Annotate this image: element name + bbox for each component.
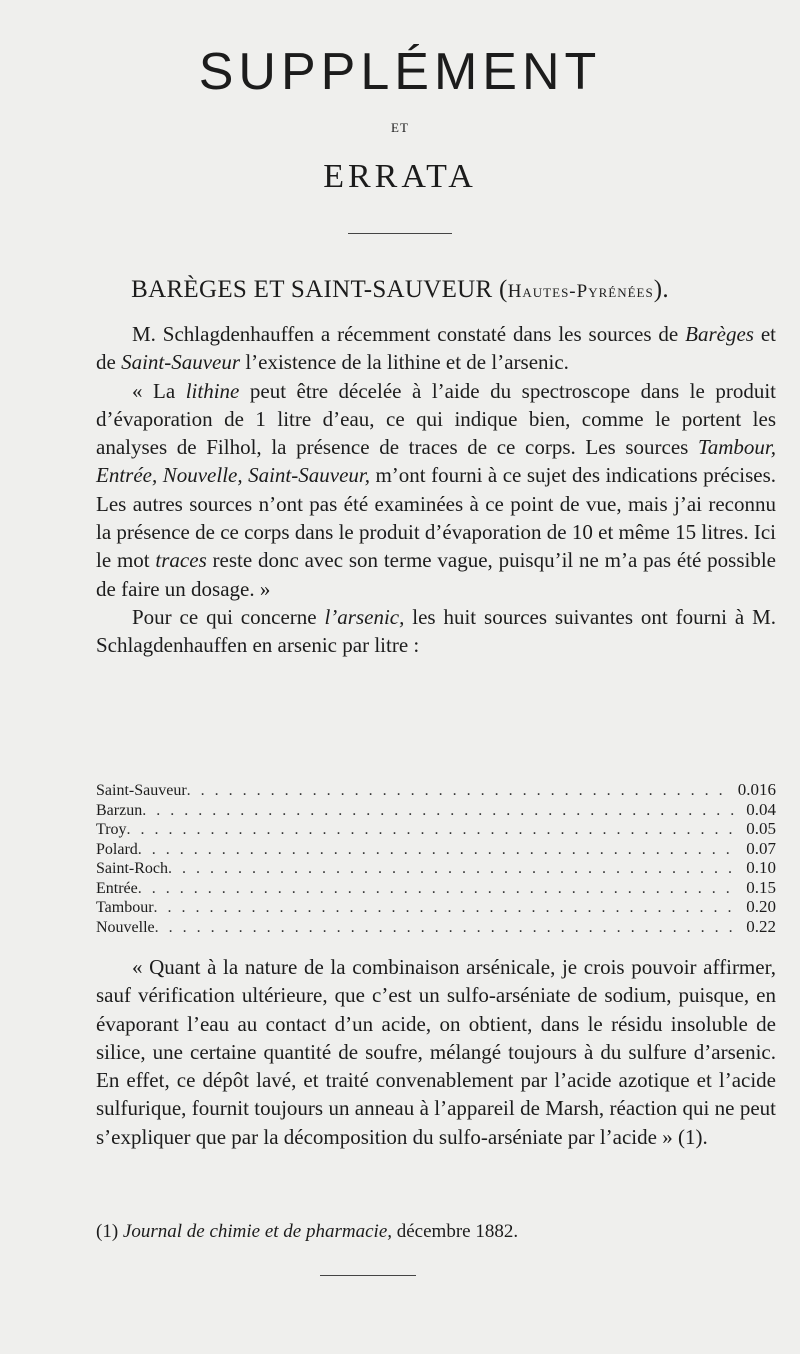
table-row	[96, 840, 776, 860]
body-text-lower	[96, 953, 776, 1151]
source-name: Troy	[96, 821, 127, 838]
footnote	[96, 1221, 776, 1243]
page-subtitle: ERRATA	[323, 158, 477, 195]
source-name: Tambour	[96, 899, 154, 916]
p1-text: M. Schlagdenhauffen a récemment constaté dans les sources de	[132, 322, 686, 346]
p3-arsenic: l’arsenic,	[324, 604, 405, 629]
paragraph-3	[96, 603, 776, 660]
arsenic-value: 0.15	[746, 878, 776, 897]
arsenic-value: 0.04	[746, 800, 776, 819]
table-row	[96, 781, 776, 801]
arsenic-value: 0.05	[746, 820, 776, 838]
table-row	[96, 918, 776, 938]
footnote-date: décembre 1882.	[392, 1221, 519, 1242]
leader-dots	[127, 821, 739, 840]
p3-text-2: les huit sources suivantes ont fourni à M. Schlagdenhauffen en arsenic par litre :	[96, 604, 776, 658]
p1-bareges: Barèges	[685, 322, 754, 346]
paragraph-1	[96, 320, 776, 377]
paragraph-2	[96, 377, 776, 603]
leader-dots	[154, 899, 739, 918]
p2-sources: Tambour, Entrée, Nouvelle, Saint-Sauveur,	[96, 435, 776, 488]
arsenic-value: 0.10	[746, 859, 776, 877]
p2-text-3: m’ont fourni à ce sujet des indications précises. Les autres sources n’ont pas été examinées à ce point de vue, mais j’ai reconnu la présence de ce corps dans le produit d’évaporation de 10 et même 15 litres. Ici le mot	[96, 463, 776, 573]
table-row	[96, 859, 776, 879]
table-row	[96, 801, 776, 821]
leader-dots	[187, 782, 730, 801]
p2-text-4: reste donc avec son terme vague, puisqu’il ne m’a pas été possible de faire un dosage. »	[96, 548, 777, 601]
leader-dots	[138, 880, 739, 899]
heading-region: Hautes-Pyrénées	[507, 281, 654, 302]
footnote-journal: Journal de chimie et de pharmacie,	[122, 1221, 392, 1242]
source-name: Barzun	[96, 801, 143, 819]
p2-traces: traces	[155, 548, 207, 573]
p1-text-2: et de	[96, 322, 776, 375]
table-row	[96, 898, 776, 918]
p2-text: « La	[132, 378, 186, 403]
p2-lithine: lithine	[185, 378, 240, 403]
paragraph-4: « Quant à la nature de la combinaison arsénicale, je crois pouvoir affirmer, sauf vérification ultérieure, que c’est un sulfo-arséniate de sodium, puisque, en évaporant l’eau au contact d’un acide, on obtient, dans le résidu insoluble de silice, une certaine quantité de soufre, mélangé toujours à du sulfure d’arsenic. En effet, ce dépôt lavé, et traité convenablement par l’acide azotique et l’acide sulfurique, fournit toujours un anneau à l’appareil de Marsh, réaction qui ne peut s’expliquer que par la décomposition du sulfo-arséniate par l’acide » (1).	[96, 955, 776, 1149]
arsenic-value: 0.016	[737, 781, 776, 799]
top-divider	[348, 233, 452, 234]
leader-dots	[138, 841, 738, 860]
p3-text: Pour ce qui concerne	[132, 604, 325, 629]
leader-dots	[168, 860, 738, 879]
source-name: Nouvelle	[96, 918, 155, 936]
heading-close: ).	[653, 276, 669, 303]
source-name: Entrée	[96, 879, 138, 897]
leader-dots	[142, 802, 738, 821]
body-text-upper	[96, 320, 776, 660]
arsenic-value: 0.07	[746, 839, 776, 858]
source-name: Polard	[96, 840, 138, 858]
heading-main: BARÈGES ET SAINT-SAUVEUR (	[131, 276, 508, 303]
section-heading	[0, 276, 800, 304]
arsenic-value: 0.22	[746, 917, 776, 936]
table-row	[96, 820, 776, 840]
p1-text-3: l’existence de la lithine et de l’arsenic.	[240, 350, 569, 375]
source-name: Saint-Sauveur	[96, 782, 187, 799]
bottom-divider	[320, 1275, 416, 1276]
source-name: Saint-Roch	[96, 860, 168, 877]
arsenic-table	[96, 781, 776, 937]
page-title: SUPPLÉMENT	[198, 43, 602, 101]
p2-text-2: peut être décelée à l’aide du spectroscope dans le produit d’évaporation de 1 litre d’eau, ce qui indique bien, comme le portent les analyses de Filhol, la présence de traces de ce corps. Les sources	[96, 378, 776, 460]
table-row	[96, 879, 776, 899]
footnote-marker: (1)	[96, 1221, 123, 1242]
title-connector: ET	[391, 120, 409, 135]
arsenic-value: 0.20	[746, 898, 776, 916]
p1-saint-sauveur: Saint-Sauveur	[121, 350, 241, 375]
leader-dots	[155, 919, 739, 938]
